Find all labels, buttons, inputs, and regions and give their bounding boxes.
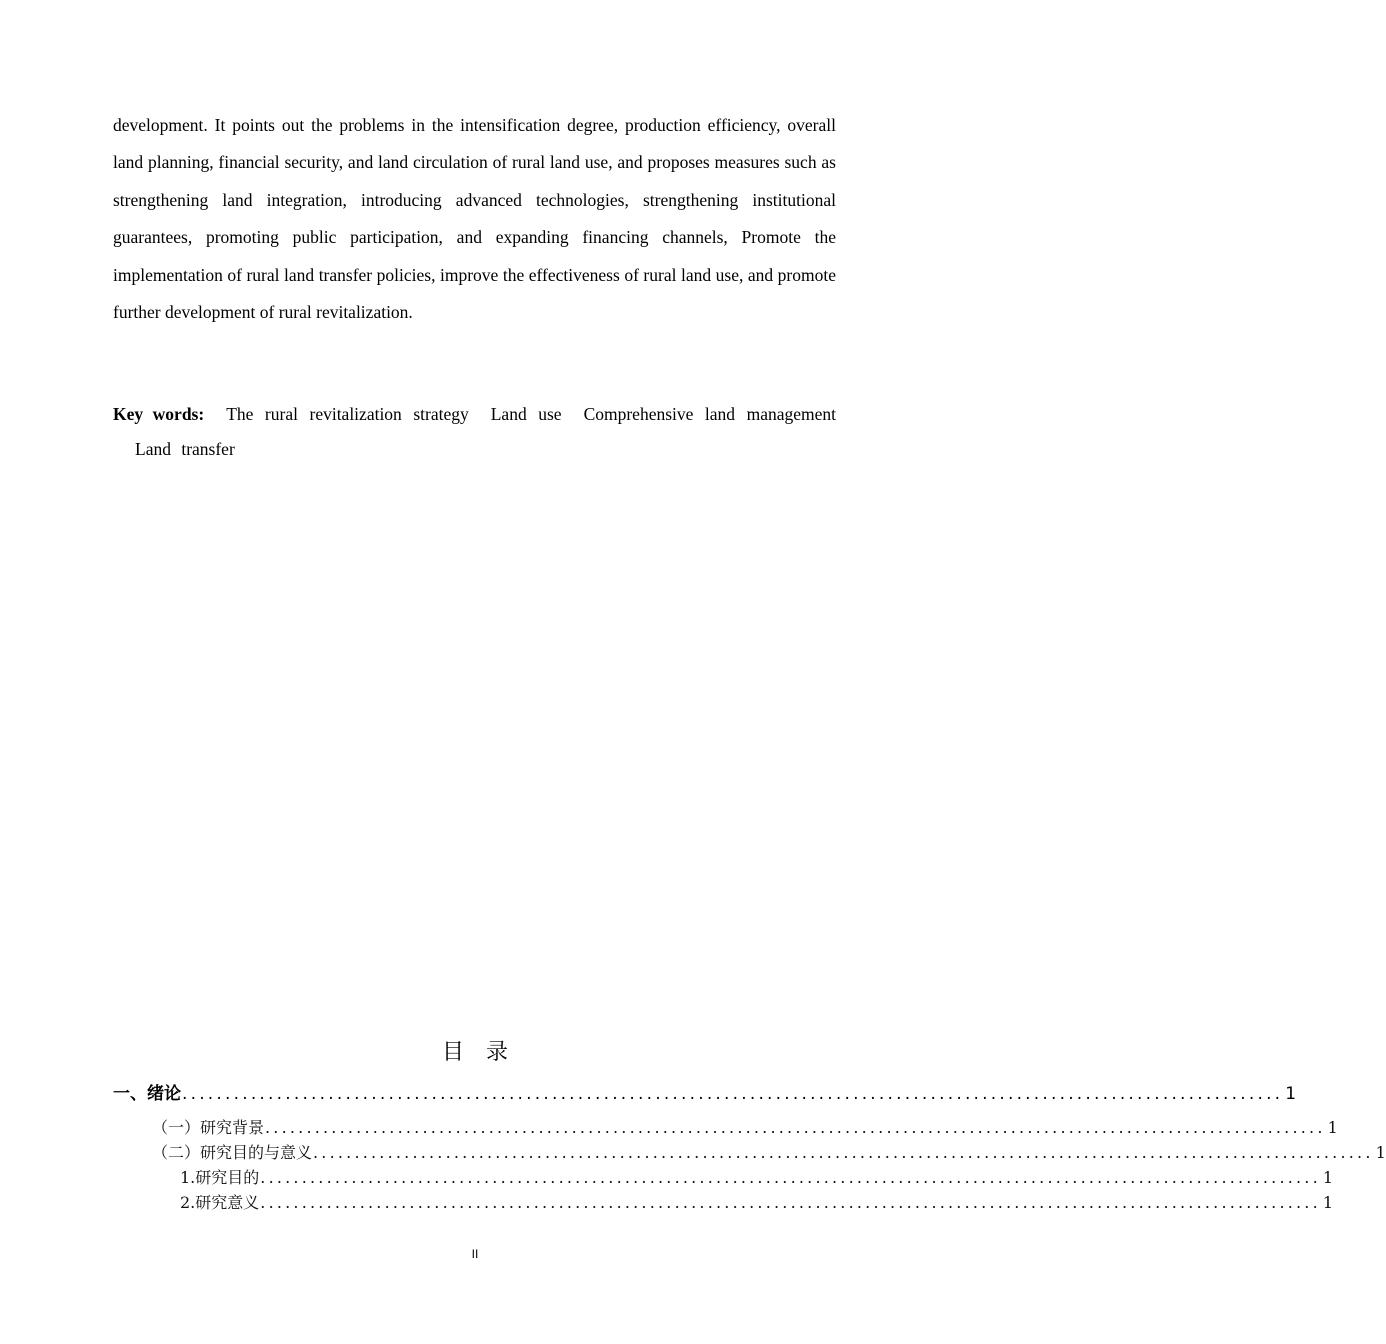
toc-entry-label: 2.研究意义 <box>180 1193 260 1212</box>
keywords-label: Key words: <box>113 404 205 424</box>
toc-title: 目录 <box>441 1040 530 1065</box>
toc-leader-dots: ................................................................................................................................ <box>265 1118 1326 1137</box>
toc-entry-label: （一）研究背景 <box>152 1118 265 1137</box>
keyword-item: Land transfer <box>135 439 235 459</box>
toc-leader-dots: ................................................................................................................................ <box>313 1143 1374 1162</box>
toc-entry-label: 一、绪论 <box>113 1084 181 1104</box>
toc-entry[interactable] <box>180 1165 1334 1187</box>
toc-entry-page: 1 <box>1375 1143 1386 1162</box>
toc-entry-page: 1 <box>1322 1193 1334 1212</box>
keyword-item: The rural revitalization strategy <box>226 404 469 424</box>
toc-entry[interactable] <box>113 1079 1297 1104</box>
toc-leader-dots: ................................................................................................................................ <box>260 1193 1321 1212</box>
toc-entry-label: 1.研究目的 <box>180 1168 260 1187</box>
toc-entry-page: 1 <box>1322 1168 1334 1187</box>
keyword-item: Land use <box>490 404 562 424</box>
keyword-item: Comprehensive land management <box>583 404 836 424</box>
abstract-paragraph: development. It points out the problems in the intensification degree, production efficiency, overall land planning, financial security, and land circulation of rural land use, and proposes measures such as strengthening land integration, introducing advanced technologies, strengthening institutional guarantees, promoting public participation, and expanding financing channels, Promote the implementation of rural land transfer policies, improve the effectiveness of rural land use, and promote further development of rural revitalization. <box>113 115 836 323</box>
toc-entry[interactable] <box>180 1190 1334 1212</box>
toc-entry-page: 1 <box>1285 1084 1297 1104</box>
toc-entry[interactable] <box>152 1140 1386 1162</box>
toc-leader-dots: ................................................................................................................................ <box>260 1168 1321 1187</box>
toc-leader-dots: ................................................................................................................................ <box>182 1084 1284 1104</box>
keywords-line <box>113 397 836 467</box>
toc-entry[interactable] <box>152 1115 1338 1137</box>
toc-entry-page: 1 <box>1327 1118 1338 1137</box>
page-number: II <box>471 1247 479 1261</box>
toc-entry-label: （二）研究目的与意义 <box>152 1143 313 1162</box>
